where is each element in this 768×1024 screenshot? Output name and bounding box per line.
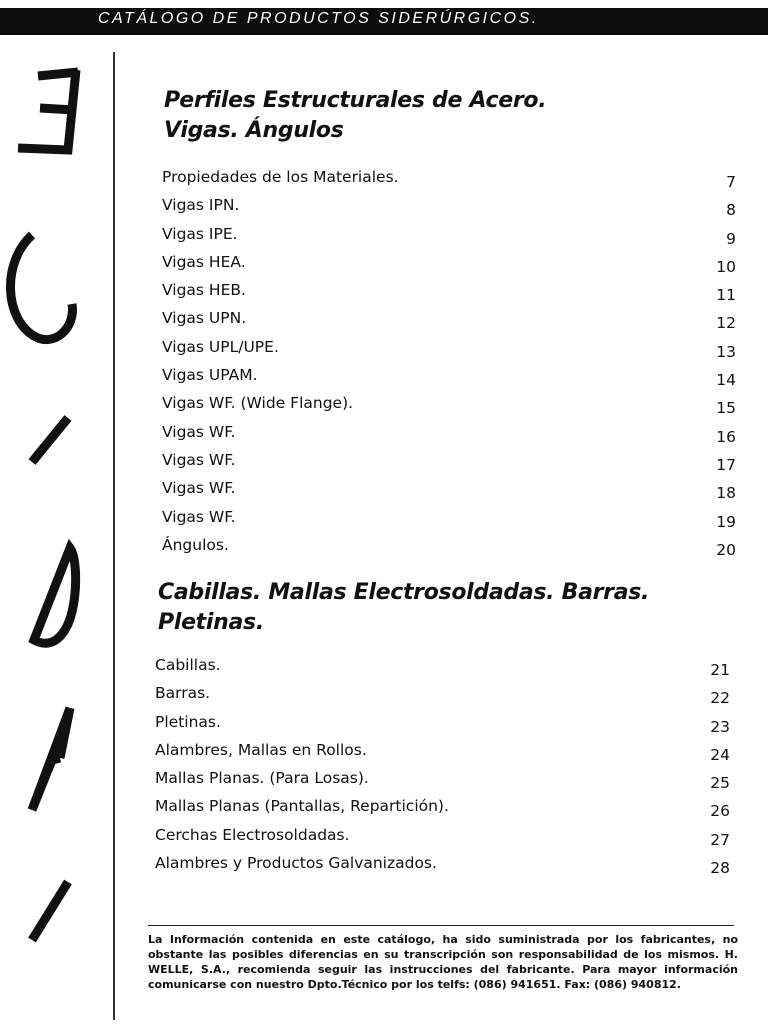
toc-row[interactable] [155, 853, 730, 881]
toc-entry-label: Vigas UPL/UPE. [162, 337, 279, 356]
toc-page-number: 23 [710, 717, 730, 736]
toc-row[interactable] [162, 337, 736, 365]
toc-page-number: 27 [710, 830, 730, 849]
toc-page-number: 18 [716, 484, 736, 503]
toc-entry-label: Vigas IPE. [162, 224, 238, 243]
toc-list-perfiles [162, 167, 736, 563]
toc-row[interactable] [162, 450, 736, 478]
section-title-line2: Vigas. Ángulos [164, 118, 344, 143]
section-title-perfiles [164, 86, 546, 146]
toc-entry-label: Mallas Planas. (Para Losas). [155, 769, 369, 788]
toc-page-number: 20 [716, 540, 736, 559]
toc-entry-label: Barras. [155, 684, 211, 703]
toc-row[interactable] [155, 796, 730, 824]
toc-page-number: 13 [716, 342, 736, 361]
toc-page-number: 15 [716, 399, 736, 418]
toc-entry-label: Vigas IPN. [162, 196, 240, 215]
toc-page-number: 12 [716, 314, 736, 333]
toc-row[interactable] [162, 507, 736, 535]
toc-entry-label: Mallas Planas (Pantallas, Repartición). [155, 797, 449, 816]
disclaimer-text: La Información contenida en este catálogo, ha sido suministrada por los fabricantes, no obstante las posibles diferencias en su transcripción son responsabilidad de los mismos. H. WELLE, S.A., recomienda seguir las instrucciones del fabricante. Para mayor información comunicarse con nuestro Dpto.Técnico por los telfs: (086) 941651. Fax: (086) 940812. [148, 933, 738, 991]
toc-entry-label: Vigas WF. [162, 422, 236, 441]
toc-row[interactable] [162, 308, 736, 336]
toc-page-number: 10 [716, 257, 736, 276]
toc-row[interactable] [162, 365, 736, 393]
toc-entry-label: Vigas HEB. [162, 281, 246, 300]
toc-row[interactable] [162, 535, 736, 563]
toc-row[interactable] [162, 478, 736, 506]
toc-row[interactable] [162, 195, 736, 223]
toc-row[interactable] [155, 712, 730, 740]
section-title-cabillas [158, 578, 649, 638]
toc-row[interactable] [162, 393, 736, 421]
toc-row[interactable] [155, 655, 730, 683]
toc-row[interactable] [162, 280, 736, 308]
toc-page-number: 14 [716, 371, 736, 390]
toc-entry-label: Vigas WF. [162, 479, 236, 498]
toc-row[interactable] [162, 167, 736, 195]
header-bar [0, 8, 768, 35]
toc-page-number: 9 [726, 229, 736, 248]
toc-entry-label: Vigas HEA. [162, 252, 246, 271]
toc-entry-label: Ángulos. [162, 535, 229, 554]
toc-page-number: 16 [716, 427, 736, 446]
toc-entry-label: Alambres, Mallas en Rollos. [155, 740, 367, 759]
section-title-line1: Perfiles Estructurales de Acero. [164, 88, 547, 113]
toc-page-number: 11 [716, 286, 736, 305]
toc-row[interactable] [162, 422, 736, 450]
toc-entry-label: Vigas WF. [162, 507, 236, 526]
toc-page-number: 19 [716, 512, 736, 531]
vertical-rule [113, 52, 115, 1020]
toc-row[interactable] [155, 740, 730, 768]
footer-divider [148, 925, 734, 926]
toc-entry-label: Vigas WF. (Wide Flange). [162, 394, 354, 413]
toc-page-number: 25 [710, 774, 730, 793]
toc-page-number: 28 [710, 859, 730, 878]
section-title-line1: Cabillas. Mallas Electrosoldadas. Barras. [158, 580, 650, 605]
toc-page-number: 21 [710, 661, 730, 679]
toc-page-number: 26 [710, 802, 730, 821]
toc-row[interactable] [162, 224, 736, 252]
toc-row[interactable] [155, 825, 730, 853]
toc-page-number: 22 [710, 689, 730, 708]
toc-entry-label: Alambres y Productos Galvanizados. [155, 854, 437, 873]
catalog-header-title: CATÁLOGO DE PRODUCTOS SIDERÚRGICOS. [98, 10, 539, 27]
toc-page-number: 7 [726, 173, 736, 191]
toc-row[interactable] [155, 768, 730, 796]
side-letter-e [18, 70, 78, 150]
section-title-line2: Pletinas. [158, 610, 264, 635]
toc-entry-label: Vigas WF. [162, 450, 236, 469]
side-letter-i [32, 418, 68, 462]
toc-list-cabillas [155, 655, 730, 881]
toc-entry-label: Propiedades de los Materiales. [162, 168, 399, 186]
side-letter-n [32, 708, 70, 810]
toc-entry-label: Vigas UPAM. [162, 366, 258, 385]
toc-row[interactable] [155, 683, 730, 711]
side-letter-d [34, 548, 76, 643]
toc-entry-label: Cabillas. [155, 656, 221, 674]
side-letter-c [10, 235, 72, 340]
toc-entry-label: Pletinas. [155, 712, 221, 731]
toc-entry-label: Vigas UPN. [162, 309, 247, 328]
toc-page-number: 8 [726, 201, 736, 220]
toc-page-number: 24 [710, 745, 730, 764]
side-title-indice [0, 0, 110, 1024]
toc-row[interactable] [162, 252, 736, 280]
side-letter-i-accent [32, 882, 68, 940]
toc-page-number: 17 [716, 455, 736, 474]
toc-entry-label: Cerchas Electrosoldadas. [155, 825, 350, 844]
